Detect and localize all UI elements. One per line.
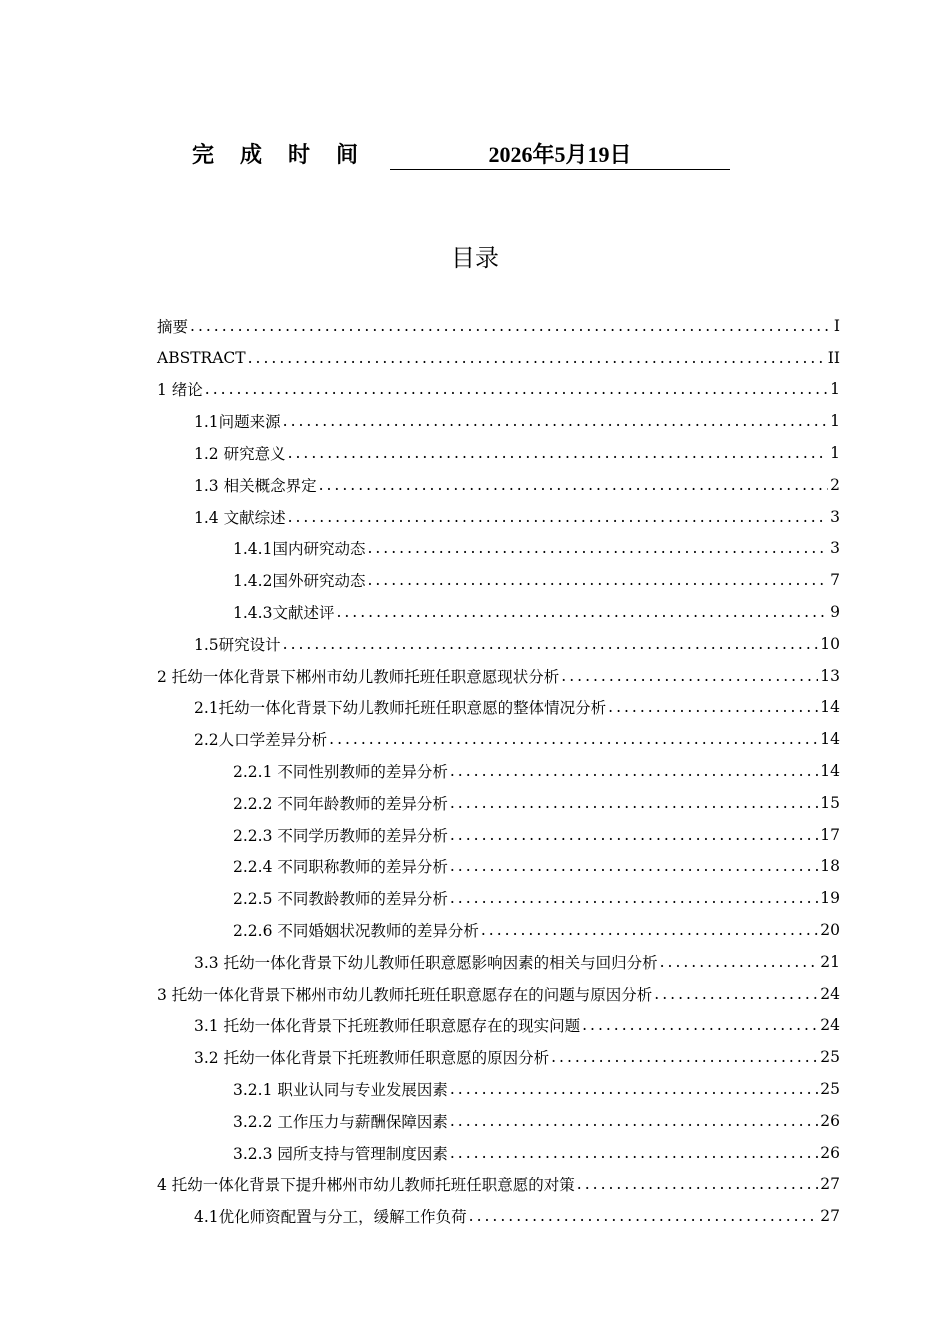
toc-entry-title: 2.2人口学差异分析: [194, 731, 328, 750]
toc-entry-page: 20: [820, 921, 840, 940]
toc-entry-title: 3.2.1 职业认同与专业发展因素: [233, 1081, 448, 1100]
toc-dot-leader: [450, 1112, 818, 1130]
toc-entry[interactable]: [157, 1200, 840, 1232]
toc-dot-leader: [329, 730, 818, 748]
toc-entry-title: 1.5研究设计: [194, 635, 281, 654]
toc-entry-title: 1.4 文献综述: [194, 508, 286, 527]
toc-entry-page: 17: [820, 825, 840, 844]
toc-dot-leader: [319, 476, 829, 494]
toc-dot-leader: [283, 412, 828, 430]
toc-entry[interactable]: [157, 310, 840, 342]
completion-time-label: 完成时间: [192, 142, 385, 168]
toc-dot-leader: [190, 317, 832, 335]
completion-time-row: [192, 138, 730, 170]
toc-entry[interactable]: [157, 533, 840, 565]
toc-entry-page: 3: [830, 539, 840, 558]
toc-entry-page: 9: [830, 603, 840, 622]
toc-entry[interactable]: [157, 723, 840, 755]
toc-entry-page: I: [833, 316, 840, 335]
table-of-contents: [157, 310, 840, 1232]
toc-entry[interactable]: [157, 755, 840, 787]
toc-entry[interactable]: [157, 851, 840, 883]
toc-entry-title: 4 托幼一体化背景下提升郴州市幼儿教师托班任职意愿的对策: [157, 1176, 575, 1195]
toc-dot-leader: [450, 794, 818, 812]
toc-entry-title: 3 托幼一体化背景下郴州市幼儿教师托班任职意愿存在的问题与原因分析: [157, 985, 653, 1004]
toc-entry-page: 10: [820, 634, 840, 653]
toc-entry-page: 27: [820, 1175, 840, 1194]
toc-entry-title: 2 托幼一体化背景下郴州市幼儿教师托班任职意愿现状分析: [157, 667, 560, 686]
toc-entry[interactable]: [157, 692, 840, 724]
toc-entry-title: 1.2 研究意义: [194, 445, 286, 464]
toc-dot-leader: [551, 1048, 818, 1066]
toc-entry[interactable]: [157, 660, 840, 692]
toc-entry-page: 1: [830, 380, 840, 399]
toc-entry-page: 18: [820, 857, 840, 876]
toc-entry-title: 2.2.1 不同性别教师的差异分析: [233, 763, 448, 782]
toc-entry-page: 3: [830, 507, 840, 526]
toc-entry-page: 2: [830, 475, 840, 494]
toc-entry-title: 3.3 托幼一体化背景下幼儿教师任职意愿影响因素的相关与回归分析: [194, 953, 658, 972]
toc-dot-leader: [654, 985, 818, 1003]
toc-entry[interactable]: [157, 374, 840, 406]
toc-entry-title: 2.2.2 不同年龄教师的差异分析: [233, 794, 448, 813]
completion-time-value: 2026年5月19日: [390, 141, 730, 170]
toc-entry-page: 25: [820, 1080, 840, 1099]
toc-entry[interactable]: [157, 1137, 840, 1169]
toc-dot-leader: [288, 444, 829, 462]
toc-dot-leader: [450, 762, 818, 780]
toc-entry-title: 摘要: [157, 317, 189, 336]
toc-entry-title: 3.2 托幼一体化背景下托班教师任职意愿的原因分析: [194, 1049, 550, 1068]
toc-entry-page: 15: [820, 793, 840, 812]
toc-entry-page: 13: [820, 666, 840, 685]
toc-entry-page: 26: [820, 1111, 840, 1130]
toc-dot-leader: [367, 571, 828, 589]
toc-entry[interactable]: [157, 787, 840, 819]
toc-dot-leader: [205, 380, 828, 398]
toc-dot-leader: [660, 953, 819, 971]
toc-entry-title: ABSTRACT: [157, 348, 246, 367]
toc-title: 目录: [451, 244, 499, 272]
toc-entry-title: 2.1托幼一体化背景下幼儿教师托班任职意愿的整体情况分析: [194, 699, 607, 718]
toc-entry[interactable]: [157, 946, 840, 978]
toc-entry-page: 26: [820, 1143, 840, 1162]
toc-entry-title: 4.1优化师资配置与分工，缓解工作负荷: [194, 1208, 467, 1227]
toc-dot-leader: [450, 1144, 818, 1162]
toc-entry-title: 3.2.2 工作压力与薪酬保障因素: [233, 1112, 448, 1131]
toc-dot-leader: [577, 1175, 818, 1193]
toc-dot-leader: [608, 698, 818, 716]
toc-entry-title: 1.4.2国外研究动态: [233, 572, 366, 591]
toc-dot-leader: [336, 603, 828, 621]
toc-dot-leader: [283, 635, 819, 653]
toc-entry[interactable]: [157, 405, 840, 437]
toc-entry[interactable]: [157, 1041, 840, 1073]
toc-entry-page: 19: [820, 889, 840, 908]
toc-entry-page: 1: [830, 412, 840, 431]
toc-dot-leader: [450, 826, 818, 844]
toc-entry-title: 1.1问题来源: [194, 413, 281, 432]
toc-entry[interactable]: [157, 342, 840, 374]
toc-dot-leader: [481, 921, 818, 939]
toc-dot-leader: [248, 349, 826, 367]
toc-dot-leader: [450, 1080, 818, 1098]
toc-entry[interactable]: [157, 437, 840, 469]
toc-entry[interactable]: [157, 914, 840, 946]
toc-entry[interactable]: [157, 564, 840, 596]
toc-dot-leader: [450, 857, 818, 875]
toc-entry-title: 1.3 相关概念界定: [194, 476, 317, 495]
toc-entry[interactable]: [157, 596, 840, 628]
toc-entry[interactable]: [157, 628, 840, 660]
toc-entry-page: 24: [820, 984, 840, 1003]
toc-entry-page: 25: [820, 1048, 840, 1067]
toc-entry-page: 14: [820, 730, 840, 749]
toc-entry[interactable]: [157, 1105, 840, 1137]
toc-entry-page: 24: [820, 1016, 840, 1035]
toc-entry[interactable]: [157, 978, 840, 1010]
toc-entry[interactable]: [157, 469, 840, 501]
toc-dot-leader: [367, 539, 828, 557]
toc-entry-title: 2.2.3 不同学历教师的差异分析: [233, 826, 448, 845]
toc-entry-title: 3.2.3 园所支持与管理制度因素: [233, 1144, 448, 1163]
toc-entry-page: 27: [820, 1207, 840, 1226]
toc-entry-title: 1 绪论: [157, 381, 203, 400]
toc-entry-title: 2.2.5 不同教龄教师的差异分析: [233, 890, 448, 909]
toc-dot-leader: [469, 1207, 819, 1225]
toc-entry-page: 21: [820, 952, 840, 971]
toc-entry-title: 2.2.4 不同职称教师的差异分析: [233, 858, 448, 877]
toc-entry[interactable]: [157, 501, 840, 533]
toc-dot-leader: [582, 1016, 818, 1034]
toc-entry-title: 1.4.1国内研究动态: [233, 540, 366, 559]
toc-entry[interactable]: [157, 1010, 840, 1042]
toc-entry-page: 14: [820, 698, 840, 717]
toc-dot-leader: [288, 508, 829, 526]
toc-entry[interactable]: [157, 1073, 840, 1105]
toc-entry[interactable]: [157, 1169, 840, 1201]
toc-entry-page: 1: [830, 444, 840, 463]
toc-dot-leader: [561, 667, 818, 685]
toc-entry[interactable]: [157, 819, 840, 851]
toc-entry-title: 2.2.6 不同婚姻状况教师的差异分析: [233, 922, 479, 941]
toc-entry-title: 3.1 托幼一体化背景下托班教师任职意愿存在的现实问题: [194, 1017, 581, 1036]
toc-entry-page: II: [827, 348, 840, 367]
toc-dot-leader: [450, 889, 818, 907]
toc-entry-title: 1.4.3文献述评: [233, 604, 335, 623]
toc-entry-page: 14: [820, 762, 840, 781]
toc-entry[interactable]: [157, 882, 840, 914]
toc-entry-page: 7: [830, 571, 840, 590]
